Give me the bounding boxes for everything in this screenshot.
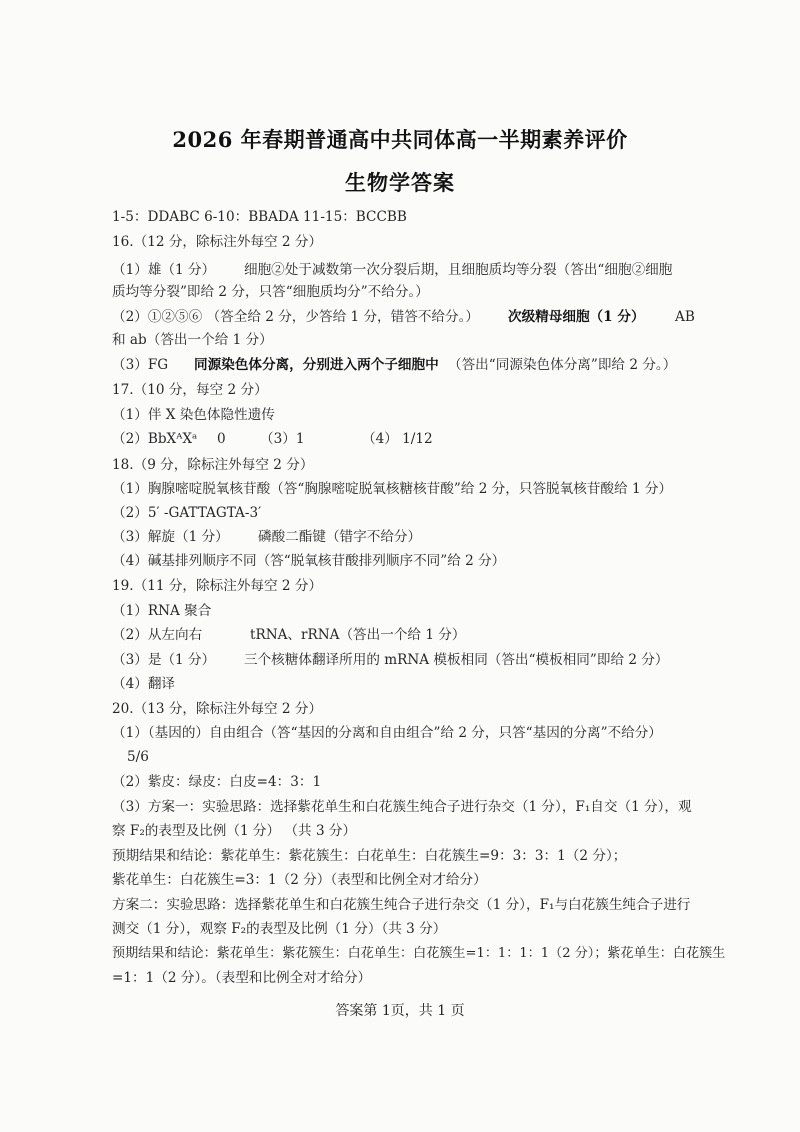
q16-2-genotype: AB bbox=[675, 309, 695, 325]
q16-line1 bbox=[112, 260, 692, 280]
q19-line4: （4）翻译 bbox=[112, 676, 176, 692]
q16-line2 bbox=[112, 307, 695, 327]
q20-line1-answer-b: 5/6 bbox=[127, 749, 149, 765]
q19-2-answer-b: tRNA、rRNA（答出一个给 1 分） bbox=[250, 627, 466, 643]
q16-2-answer: （2）①②⑤⑥ （答全给 2 分，少答给 1 分，错答不给分。） bbox=[112, 309, 479, 325]
q20-line1: （1）（基因的）自由组合（答“基因的分离和自由组合”给 2 分，只答“基因的分离”不给分） bbox=[112, 725, 662, 741]
q20-line3: （3）方案一：实验思路：选择紫花单生和白花簇生纯合子进行杂交（1 分），F₁自交（1 分），观 bbox=[112, 799, 692, 815]
mcq-answers: 1-5：DDABC 6-10：BBADA 11-15：BCCBB bbox=[112, 209, 407, 225]
q19-line3 bbox=[112, 650, 692, 670]
page-footer: 答案第 1页，共 1 页 bbox=[335, 1003, 465, 1019]
q16-line3 bbox=[112, 355, 692, 375]
q16-3-answer: （3）FG bbox=[112, 357, 169, 373]
q16-3-reason: 同源染色体分离，分别进入两个子细胞中 bbox=[194, 357, 439, 373]
q20-line3-cont: 察 F₂的表型及比例（1 分） （共 3 分） bbox=[112, 823, 357, 839]
q20-plan1-result: 预期结果和结论：紫花单生：紫花簇生：白花单生：白花簇生=9：3：3：1（2 分）； bbox=[112, 848, 627, 864]
q17-line2 bbox=[112, 429, 512, 449]
q19-line2 bbox=[112, 625, 612, 645]
q17-header: 17.（10 分，每空 2 分） bbox=[112, 382, 268, 398]
q18-3-answer: （3）解旋（1 分） bbox=[112, 529, 229, 545]
q18-line3 bbox=[112, 527, 512, 547]
q18-line4: （4）碱基排列顺序不同（答“脱氧核苷酸排列顺序不同”给 2 分） bbox=[112, 553, 506, 569]
q20-plan2-result: 预期结果和结论：紫花单生：紫花簇生：白花单生：白花簇生=1：1：1：1（2 分）；紫花单生：白花簇生 bbox=[112, 946, 726, 961]
q17-2-answer-b: 0 bbox=[217, 431, 226, 447]
q20-plan2: 方案二：实验思路：选择紫花单生和白花簇生纯合子进行杂交（1 分），F₁与白花簇生纯合子进行 bbox=[112, 897, 691, 913]
q17-2-answer: （2）BbXᴬXᵃ bbox=[112, 431, 198, 447]
q16-1-reason: 细胞②处于减数第一次分裂后期，且细胞质均等分裂（答出“细胞②细胞 bbox=[244, 262, 673, 278]
q19-3-reason: 三个核糖体翻译所用的 mRNA 模板相同（答出“模板相同”即给 2 分） bbox=[244, 652, 669, 668]
q19-3-answer: （3）是（1 分） bbox=[112, 652, 216, 668]
q20-header: 20.（13 分，除标注外每空 2 分） bbox=[112, 701, 323, 717]
q20-plan2-result-b: =1：1（2 分）。（表型和比例全对才给分） bbox=[112, 970, 372, 986]
q17-3-answer: （3）1 bbox=[260, 431, 305, 447]
q20-plan1-result-b: 紫花单生：白花簇生=3：1（2 分）（表型和比例全对才给分） bbox=[112, 872, 487, 888]
q19-line1: （1）RNA 聚合 bbox=[112, 603, 212, 619]
q16-line1-cont: 质均等分裂”即给 2 分，只答“细胞质均分”不给分。） bbox=[112, 284, 429, 300]
q16-1-answer: （1）雄（1 分） bbox=[112, 262, 216, 278]
q16-header: 16.（12 分，除标注外每空 2 分） bbox=[112, 234, 323, 250]
page-title: 2026 年春期普通高中共同体高一半期素养评价 bbox=[172, 127, 628, 152]
q18-header: 18.（9 分，除标注外每空 2 分） bbox=[112, 457, 314, 473]
q20-line2: （2）紫皮：绿皮：白皮=4：3：1 bbox=[112, 774, 322, 790]
q18-3-answer-b: 磷酸二酯键（错字不给分） bbox=[258, 529, 422, 545]
page-subtitle: 生物学答案 bbox=[345, 170, 455, 195]
q19-header: 19.（11 分，除标注外每空 2 分） bbox=[112, 578, 323, 594]
q18-line2: （2）5′ -GATTAGTA-3′ bbox=[112, 505, 262, 521]
q20-plan2-cont: 测交（1 分），观察 F₂的表型及比例（1 分）（共 3 分） bbox=[112, 921, 447, 937]
q17-line1: （1）伴 X 染色体隐性遗传 bbox=[112, 407, 275, 423]
q16-3-note: （答出“同源染色体分离”即给 2 分。） bbox=[448, 357, 677, 373]
q16-line2-cont: 和 ab（答出一个给 1 分） bbox=[112, 332, 273, 348]
q19-2-answer: （2）从左向右 bbox=[112, 627, 203, 643]
q17-4-answer: （4） 1/12 bbox=[362, 431, 433, 447]
q18-line1: （1）胸腺嘧啶脱氧核苷酸（答“胸腺嘧啶脱氧核糖核苷酸”给 2 分，只答脱氧核苷酸给 1 分） bbox=[112, 481, 673, 497]
q16-2-cell: 次级精母细胞（1 分） bbox=[508, 309, 645, 325]
